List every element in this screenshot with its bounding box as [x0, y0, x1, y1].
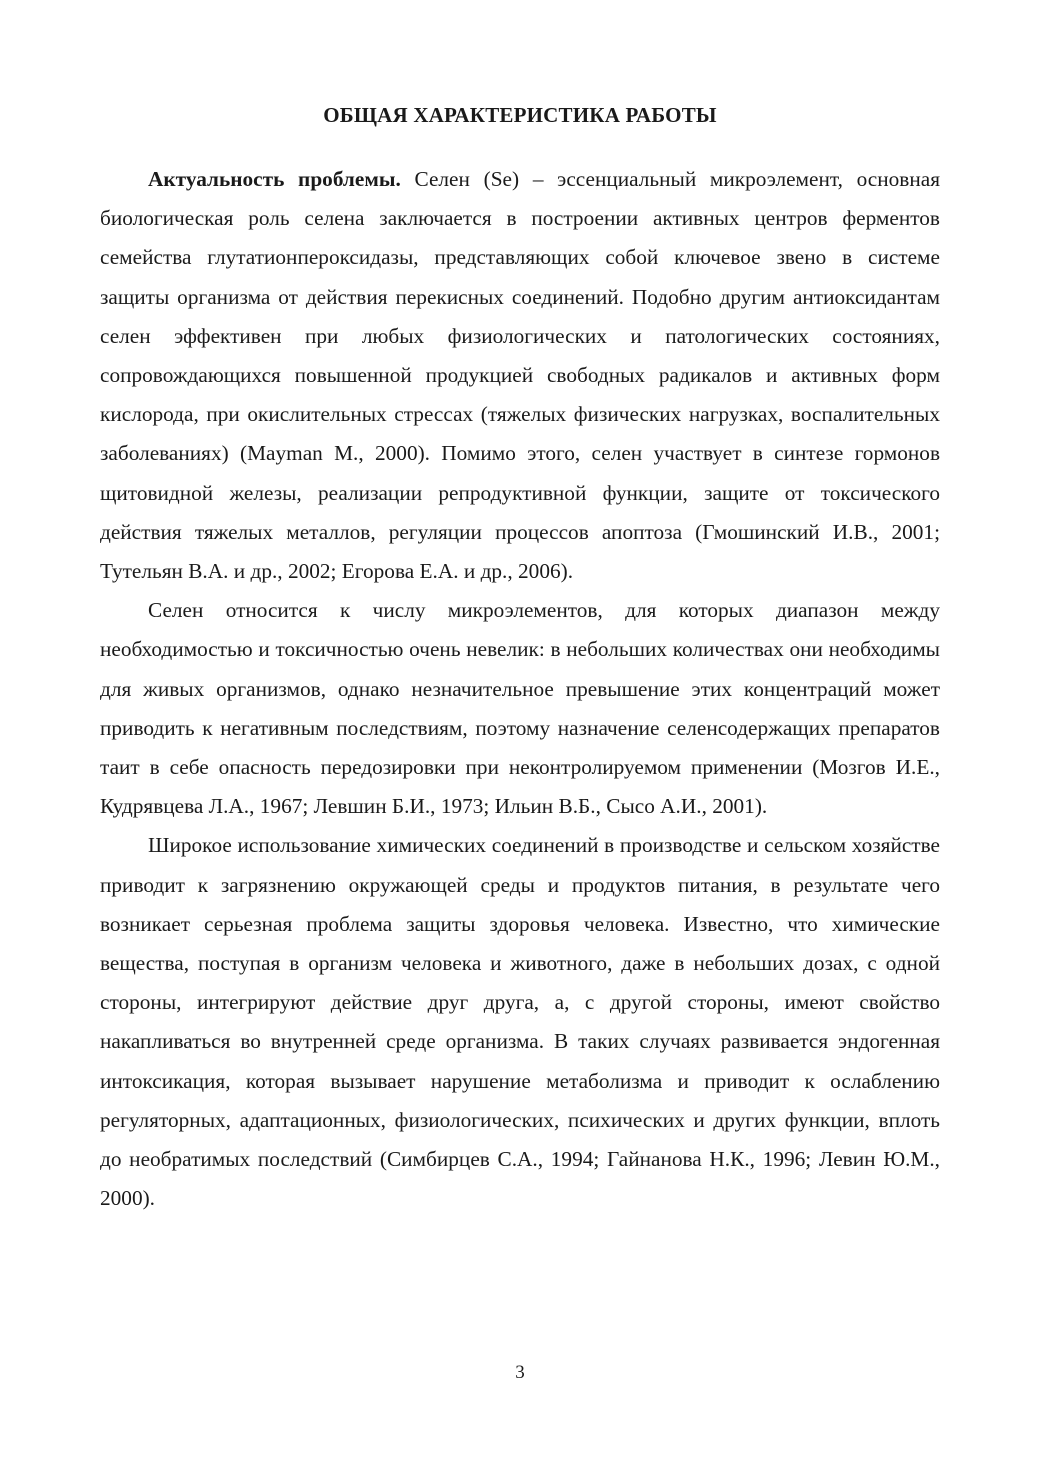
- paragraph-lead: Актуальность проблемы.: [148, 167, 401, 191]
- document-body: [100, 160, 940, 1218]
- paragraph-selenium-toxicity: Селен относится к числу микроэлементов, для которых диапазон между необходимостью и токсичностью очень невелик: в небольших количествах они необходимы для живых организмов, однако незначительное превышение этих концентраций может приводить к негативным последствиям, поэтому назначение селенсодержащих препаратов таит в себе опасность передозировки при неконтролируемом применении (Мозгов И.Е., Кудрявцева Л.А., 1967; Левшин Б.И., 1973; Ильин В.Б., Сысо А.И., 2001).: [100, 598, 940, 819]
- paragraph-text: Селен (Se) – эссенциальный микроэлемент, основная биологическая роль селена заключается в построении активных центров ферментов семейства глутатионпероксидазы, представляющих собой ключевое звено в системе защиты организма от действия перекисных соединений. Подобно другим антиоксидантам селен эффективен при любых физиологических и патологических состояниях, сопровождающихся повышенной продукцией свободных радикалов и активных форм кислорода, при окислительных стрессах (тяжелых физических нагрузках, воспалительных заболеваниях) (Mayman M., 2000). Помимо этого, селен участвует в синтезе гормонов щитовидной железы, реализации репродуктивной функции, защите от токсического действия тяжелых металлов, регуляции процессов апоптоза (Гмошинский И.В., 2001; Тутельян В.А. и др., 2002; Егорова Е.А. и др., 2006).: [100, 167, 940, 584]
- paragraph-relevance: [100, 160, 940, 591]
- document-page: [100, 0, 940, 1471]
- paragraph-chemical-pollution: Широкое использование химических соединений в производстве и сельском хозяйстве приводит к загрязнению окружающей среды и продуктов питания, в результате чего возникает серьезная проблема защиты здоровья человека. Известно, что химические вещества, поступая в организм человека и животного, даже в небольших дозах, с одной стороны, интегрируют действие друг друга, а, с другой стороны, имеют свойство накапливаться во внутренней среде организма. В таких случаях развивается эндогенная интоксикация, которая вызывает нарушение метаболизма и приводит к ослаблению регуляторных, адаптационных, физиологических, психических и других функции, вплоть до необратимых последствий (Симбирцев С.А., 1994; Гайнанова Н.К., 1996; Левин Ю.М., 2000).: [100, 833, 940, 1211]
- page-number: 3: [515, 1362, 525, 1383]
- page-title: ОБЩАЯ ХАРАКТЕРИСТИКА РАБОТЫ: [323, 103, 717, 127]
